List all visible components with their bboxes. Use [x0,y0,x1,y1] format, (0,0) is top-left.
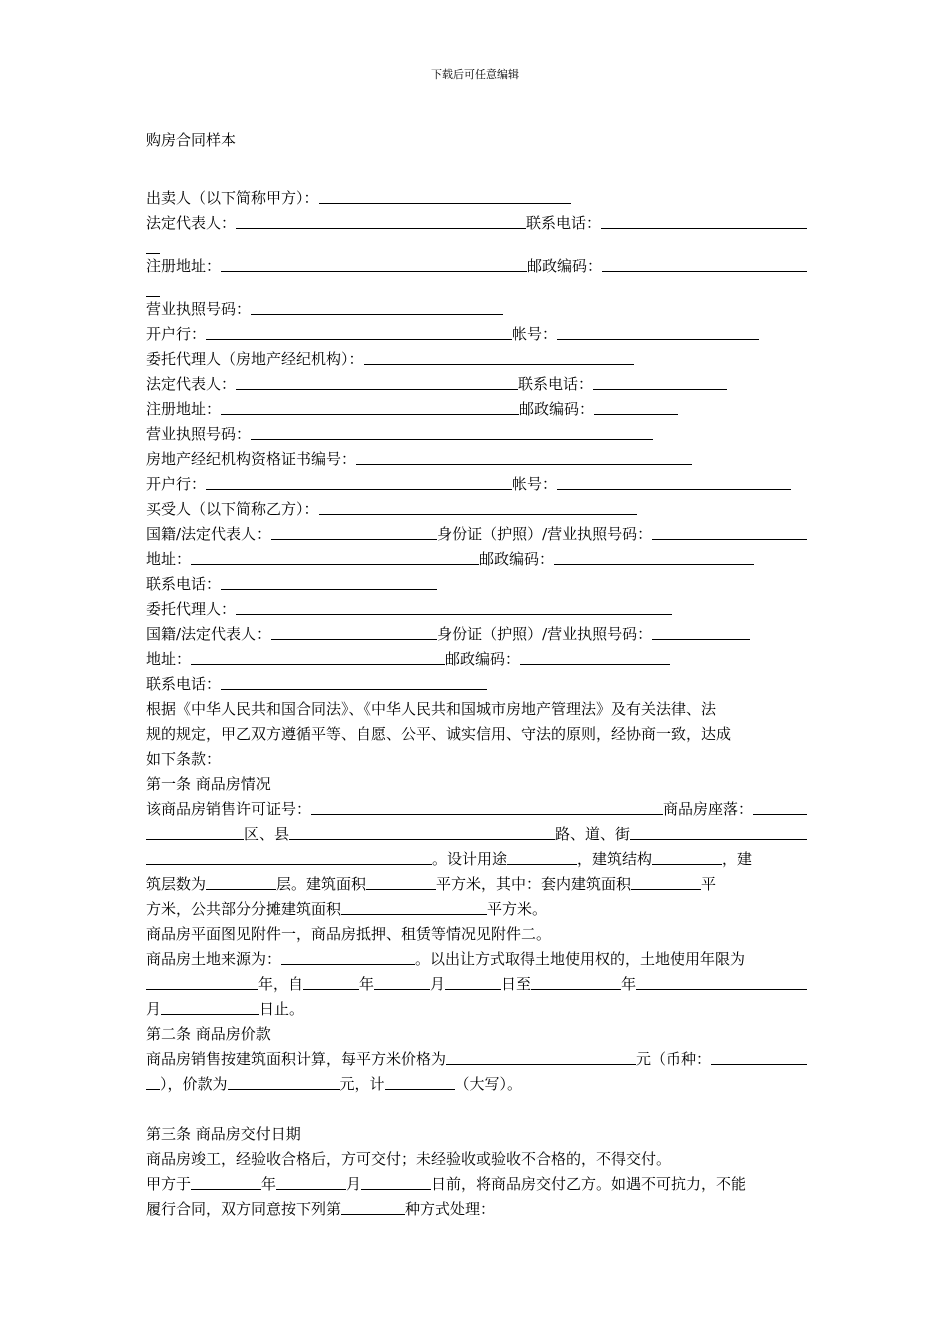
article-2-title [146,1022,807,1047]
contract-text: 履行合同，双方同意按下列第 [146,1200,342,1218]
preamble-text [146,697,807,722]
blank-field[interactable] [341,897,487,915]
blank-field[interactable] [446,1047,636,1065]
blank-field[interactable] [319,497,637,515]
contract-text: 月 [346,1175,362,1193]
contract-text: 月 [430,975,446,993]
contract-text: 国籍/法定代表人： [146,525,272,543]
page-header: 下载后可任意编辑 [431,68,519,81]
blank-field[interactable] [221,254,527,272]
contract-text: 。设计用途 [432,850,508,868]
blank-field[interactable] [236,372,518,390]
contract-text: 第二条 商品房价款 [146,1025,271,1043]
blank-field[interactable] [236,597,672,615]
blank-field[interactable] [271,522,437,540]
contract-line [146,722,807,747]
contract-text: 委托代理人（房地产经纪机构）： [146,350,364,368]
contract-text: 商品房土地来源为： [146,950,282,968]
blank-field[interactable] [206,322,512,340]
contract-text: ，建筑结构 [577,850,653,868]
contract-text: 注册地址： [146,400,222,418]
blank-field[interactable] [191,647,445,665]
blank-field[interactable] [236,211,526,229]
blank-field[interactable] [557,472,791,490]
contract-line [146,847,807,872]
contract-text: 层。建筑面积 [276,875,367,893]
contract-text: 法定代表人： [146,214,237,232]
contract-line [146,797,807,822]
blank-field[interactable] [146,972,258,990]
blank-field[interactable] [146,847,432,865]
blank-field[interactable] [361,1172,431,1190]
contract-text: 地址： [146,550,192,568]
blank-field[interactable] [374,972,430,990]
contract-text: 法定代表人： [146,375,237,393]
blank-field[interactable] [364,347,634,365]
blank-field[interactable] [228,1072,340,1090]
contract-text: 帐号： [512,475,558,493]
contract-text: 区、县 [244,825,290,843]
article-3-title [146,1122,807,1147]
contract-text: 邮政编码： [479,550,555,568]
contract-text: 买受人（以下简称乙方）： [146,500,319,518]
contract-line [146,747,807,772]
blank-field[interactable] [711,1047,807,1065]
blank-field[interactable] [652,847,722,865]
contract-text: 元（币种： [636,1050,712,1068]
contract-text: 平方米，其中：套内建筑面积 [436,875,632,893]
contract-line [146,236,807,254]
article-1-title [146,772,807,797]
blank-field[interactable] [311,797,663,815]
contract-text: 地址： [146,650,192,668]
blank-field[interactable] [520,647,670,665]
agent-license-line [146,422,807,447]
blank-field[interactable] [276,1172,346,1190]
contract-text: 开户行： [146,475,207,493]
contract-text: 该商品房销售许可证号： [146,800,312,818]
contract-text: 商品房竣工，经验收合格后，方可交付；未经验收或验收不合格的，不得交付。 [146,1150,672,1168]
contract-text: 第三条 商品房交付日期 [146,1125,301,1143]
blank-field[interactable] [319,186,571,204]
contract-text: 第一条 商品房情况 [146,775,271,793]
contract-line [146,1197,807,1222]
contract-text: 路、道、街 [555,825,631,843]
contract-text: 年，自 [258,975,304,993]
contract-line [146,947,807,972]
contract-text: 购房合同样本 [146,131,237,149]
doc-title [146,128,807,153]
blank-field[interactable] [146,822,244,840]
contract-text: 委托代理人： [146,600,237,618]
contract-line [146,872,807,897]
contract-text: 。以出让方式取得土地使用权的，土地使用年限为 [415,950,746,968]
blank-field[interactable] [221,397,519,415]
blank-field[interactable] [507,847,577,865]
contract-line [146,897,807,922]
blank-field[interactable] [602,254,807,272]
blank-field[interactable] [206,472,512,490]
blank-field[interactable] [366,872,436,890]
blank-field[interactable] [601,211,807,229]
agent-line [146,347,807,372]
contract-body [146,128,807,1222]
blank-field[interactable] [303,972,359,990]
blank-field[interactable] [146,279,160,297]
contract-text: 日止。 [259,1000,305,1018]
blank-field[interactable] [554,547,754,565]
blank-field[interactable] [191,1172,261,1190]
contract-text: 规的规定，甲乙双方遵循平等、自愿、公平、诚实信用、守法的原则，经协商一致，达成 [146,725,732,743]
contract-line [146,1172,807,1197]
contract-text: 平方米。 [487,900,548,918]
blank-field[interactable] [356,447,692,465]
agent-cert-line [146,447,807,472]
seller-license-line [146,297,807,322]
buyer-address-line [146,547,807,572]
blank-field[interactable] [251,297,503,315]
blank-field[interactable] [146,1072,160,1090]
blank-field[interactable] [631,872,701,890]
contract-text: 元，计 [339,1075,385,1093]
contract-text: 方米，公共部分分摊建筑面积 [146,900,342,918]
contract-text: （大写）。 [454,1075,523,1093]
contract-line [146,1072,807,1097]
agent-bank-line [146,472,807,497]
contract-text: 商品房座落： [663,800,754,818]
contract-text: ），价款为 [160,1075,228,1093]
blank-field[interactable] [385,1072,455,1090]
contract-text: 身份证（护照）/营业执照号码： [437,625,653,643]
contract-text: 根据《中华人民共和国合同法》、《中华人民共和国城市房地产管理法》及有关法律、法 [146,700,717,718]
agent-rep-line [146,372,807,397]
contract-text: 年 [359,975,375,993]
blank-field[interactable] [146,236,160,254]
blank-field[interactable] [221,672,487,690]
buyer-agent-line [146,597,807,622]
blank-field[interactable] [271,622,437,640]
contract-text: 联系电话： [146,575,222,593]
contract-text: 邮政编码： [519,400,595,418]
contract-text: 联系电话： [526,214,602,232]
blank-field[interactable] [753,797,807,815]
contract-text: 国籍/法定代表人： [146,625,272,643]
blank-field[interactable] [652,622,750,640]
contract-text: 平 [701,875,717,893]
contract-text: 房地产经纪机构资格证书编号： [146,450,357,468]
contract-line [146,922,807,947]
contract-text: 出卖人（以下简称甲方）： [146,189,319,207]
contract-text: 邮政编码： [445,650,521,668]
contract-text: 营业执照号码： [146,425,252,443]
contract-line [146,1147,807,1172]
buyer-agent-address-line [146,647,807,672]
contract-text: 筑层数为 [146,875,207,893]
contract-line [146,822,807,847]
blank-field[interactable] [161,997,259,1015]
seller-bank-line [146,322,807,347]
seller-rep-line [146,211,807,236]
blank-field[interactable] [281,947,415,965]
blank-field[interactable] [289,822,555,840]
contract-text: 商品房销售按建筑面积计算，每平方米价格为 [146,1050,447,1068]
blank-field[interactable] [557,322,759,340]
contract-text: 甲方于 [146,1175,192,1193]
contract-text: 邮政编码： [527,257,603,275]
contract-line [146,279,807,297]
blank-field[interactable] [221,572,437,590]
blank-field[interactable] [636,972,807,990]
contract-text: ，建 [722,850,753,868]
blank-field[interactable] [594,397,678,415]
contract-text: 开户行： [146,325,207,343]
blank-field[interactable] [191,547,479,565]
buyer-agent-phone-line [146,672,807,697]
contract-text: 日前，将商品房交付乙方。如遇不可抗力，不能 [431,1175,747,1193]
seller-line [146,186,807,211]
blank-field[interactable] [341,1197,405,1215]
contract-text: 日至 [501,975,532,993]
blank-field[interactable] [630,822,807,840]
contract-text: 种方式处理： [405,1200,496,1218]
buyer-rep-line [146,522,807,547]
blank-field[interactable] [206,872,276,890]
agent-address-line [146,397,807,422]
contract-text: 商品房平面图见附件一，商品房抵押、租赁等情况见附件二。 [146,925,552,943]
blank-field[interactable] [531,972,621,990]
contract-text: 如下条款： [146,750,222,768]
contract-line [146,972,807,997]
blank-field[interactable] [251,422,653,440]
blank-field[interactable] [652,522,807,540]
blank-field[interactable] [445,972,501,990]
contract-text: 年 [261,1175,277,1193]
contract-text: 帐号： [512,325,558,343]
contract-text: 联系电话： [146,675,222,693]
buyer-agent-rep-line [146,622,807,647]
blank-field[interactable] [593,372,727,390]
contract-text: 注册地址： [146,257,222,275]
contract-text: 身份证（护照）/营业执照号码： [437,525,653,543]
contract-text: 联系电话： [518,375,594,393]
contract-line [146,1047,807,1072]
contract-text: 月 [146,1000,162,1018]
buyer-phone-line [146,572,807,597]
seller-address-line [146,254,807,279]
contract-line [146,997,807,1022]
contract-text: 营业执照号码： [146,300,252,318]
buyer-line [146,497,807,522]
contract-text: 年 [621,975,637,993]
